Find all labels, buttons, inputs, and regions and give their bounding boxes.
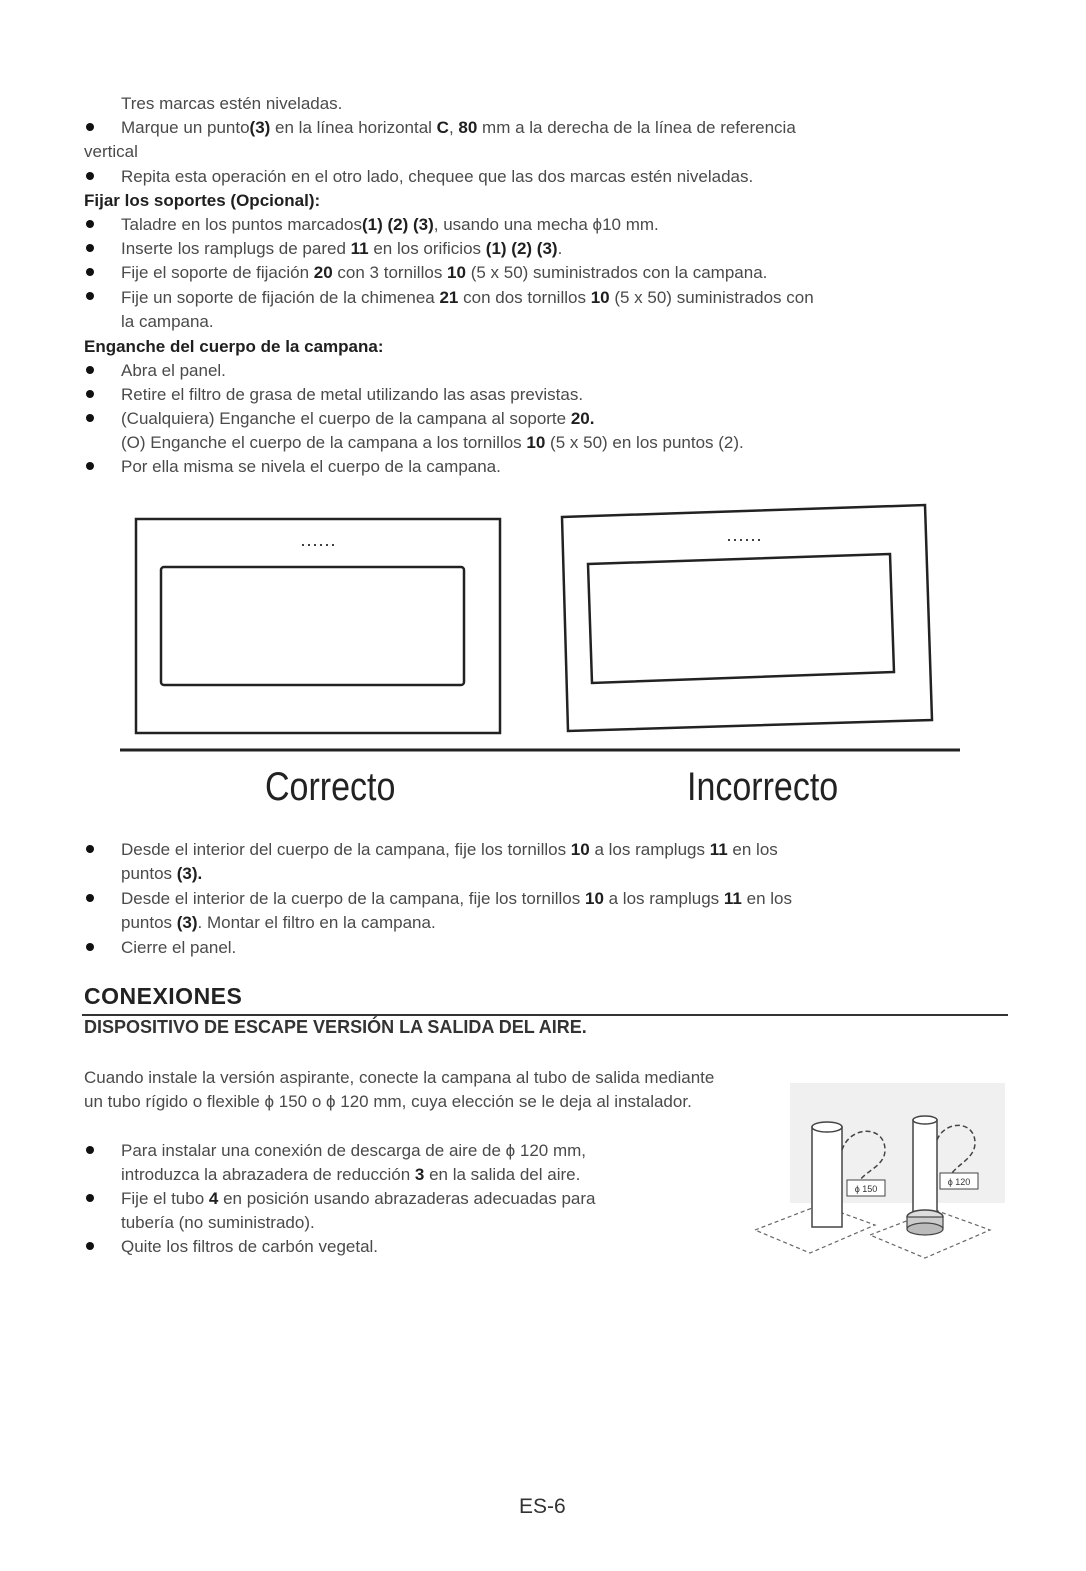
after-item-1-cont: puntos (3).: [121, 864, 203, 883]
page-number: ES-6: [519, 1495, 566, 1518]
bullet-icon: [86, 268, 94, 276]
bullet-icon: [86, 244, 94, 252]
incorrect-label: Incorrecto: [687, 765, 839, 809]
conexiones-item-1-cont: introduzca la abrazadera de reducción 3 en la salida del aire.: [121, 1165, 581, 1184]
after-item-2: Desde el interior de la cuerpo de la campana, fije los tornillos 10 a los ramplugs 11 en los: [121, 889, 792, 908]
enganche-item-2: Retire el filtro de grasa de metal utilizando las asas previstas.: [121, 385, 584, 404]
bullet-icon: [86, 462, 94, 470]
bullet-icon: [86, 943, 94, 951]
correct-hood-drawing: [136, 519, 500, 733]
conexiones-item-1: Para instalar una conexión de descarga de aire de ϕ 120 mm,: [121, 1141, 587, 1160]
conexiones-paragraph: Cuando instale la versión aspirante, conecte la campana al tubo de salida mediante un tubo rígido o flexible ϕ 150 o ϕ 120 mm, cuya elección se le deja al instalador.: [84, 1068, 715, 1111]
enganche-item-3-alt: (O) Enganche el cuerpo de la campana a los tornillos 10 (5 x 50) en los puntos (2).: [121, 433, 744, 452]
bullet-icon: [86, 1146, 94, 1154]
conexiones-item-2: Fije el tubo 4 en posición usando abrazaderas adecuadas para: [121, 1189, 596, 1208]
intro-bullet-2: Repita esta operación en el otro lado, chequee que las dos marcas estén niveladas.: [121, 167, 754, 186]
intro-bullet-1-cont: vertical: [84, 142, 138, 161]
bullet-icon: [86, 1242, 94, 1250]
fijar-item-3: Fije el soporte de fijación 20 con 3 tornillos 10 (5 x 50) suministrados con la campana.: [121, 263, 768, 282]
fijar-item-2: Inserte los ramplugs de pared 11 en los orificios (1) (2) (3).: [121, 239, 563, 258]
bullet-icon: [86, 220, 94, 228]
fijar-heading: Fijar los soportes (Opcional):: [84, 191, 321, 210]
svg-text:······: ······: [300, 534, 336, 554]
enganche-item-1: Abra el panel.: [121, 361, 226, 380]
intro-line: Tres marcas estén niveladas.: [121, 94, 343, 113]
bullet-icon: [86, 414, 94, 422]
bullet-icon: [86, 366, 94, 374]
bullet-icon: [86, 1194, 94, 1202]
section-divider: [82, 1014, 1008, 1016]
bullet-icon: [86, 292, 94, 300]
bullet-icon: [86, 172, 94, 180]
correct-label: Correcto: [265, 765, 396, 809]
bullet-icon: [86, 894, 94, 902]
conexiones-item-3: Quite los filtros de carbón vegetal.: [121, 1237, 379, 1256]
fijar-item-1: Taladre en los puntos marcados(1) (2) (3), usando una mecha ϕ10 mm.: [121, 215, 659, 234]
conexiones-item-2-cont: tubería (no suministrado).: [121, 1213, 315, 1232]
section-title: CONEXIONES: [84, 983, 243, 1009]
after-item-2-cont: puntos (3). Montar el filtro en la campana.: [121, 913, 436, 932]
enganche-item-4: Por ella misma se nivela el cuerpo de la campana.: [121, 457, 501, 476]
svg-text:ϕ 120: ϕ 120: [947, 1177, 971, 1187]
after-item-1: Desde el interior del cuerpo de la campana, fije los tornillos 10 a los ramplugs 11 en los: [121, 840, 778, 859]
enganche-item-3: (Cualquiera) Enganche el cuerpo de la campana al soporte 20.: [121, 409, 595, 428]
enganche-heading: Enganche del cuerpo de la campana:: [84, 337, 384, 356]
fijar-item-4: Fije un soporte de fijación de la chimenea 21 con dos tornillos 10 (5 x 50) suministrados con: [121, 288, 814, 307]
duct-diagram: [750, 1075, 1010, 1265]
bullet-icon: [86, 390, 94, 398]
bullet-icon: [86, 123, 94, 131]
bullet-icon: [86, 845, 94, 853]
incorrect-hood-drawing: [562, 505, 932, 731]
section-subtitle: DISPOSITIVO DE ESCAPE VERSIÓN LA SALIDA DEL AIRE.: [84, 1017, 587, 1037]
intro-bullet-1: Marque un punto(3) en la línea horizontal C, 80 mm a la derecha de la línea de referencia: [121, 118, 796, 137]
leveling-figure: [0, 490, 1086, 765]
svg-text:······: ······: [726, 529, 762, 549]
after-item-3: Cierre el panel.: [121, 938, 237, 957]
svg-text:ϕ 150: ϕ 150: [854, 1184, 878, 1194]
fijar-item-4-cont: la campana.: [121, 312, 214, 331]
